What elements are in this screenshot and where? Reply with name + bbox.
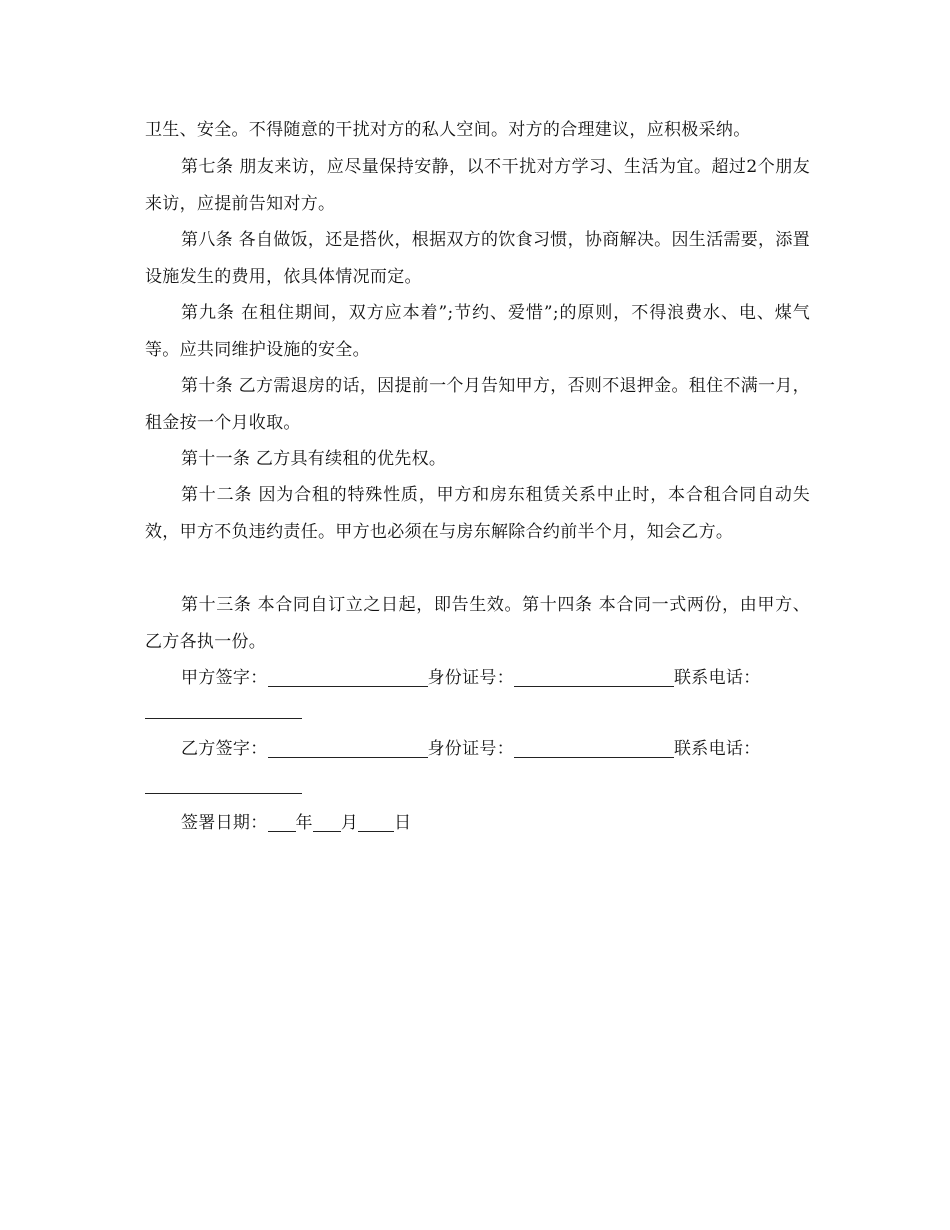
party-b-sign-label: 乙方签字：: [181, 739, 268, 759]
party-a-id-blank[interactable]: [514, 664, 674, 687]
day-blank[interactable]: [358, 809, 394, 832]
party-a-sign-label: 甲方签字：: [181, 668, 268, 688]
party-b-sign-blank[interactable]: [268, 735, 428, 758]
clause-9: 第九条 在租住期间，双方应本着”;节约、爱惜”;的原则，不得浪费水、电、煤气等。应共同维护设施的安全。: [145, 303, 810, 360]
clause-8: 第八条 各自做饭，还是搭伙，根据双方的饮食习惯，协商解决。因生活需要，添置设施发生的费用，依具体情况而定。: [145, 230, 810, 287]
day-unit: 日: [394, 813, 412, 833]
clause-10: 第十条 乙方需退房的话，因提前一个月告知甲方，否则不退押金。租住不满一月，租金按一个月收取。: [145, 376, 810, 433]
signing-date-line: [181, 805, 411, 842]
clause-text-continuation: 卫生、安全。不得随意的干扰对方的私人空间。对方的合理建议，应积极采纳。: [145, 120, 751, 140]
party-a-phone-label: 联系电话：: [674, 668, 761, 688]
party-b-signature-line: [181, 731, 761, 768]
party-b-id-blank[interactable]: [514, 735, 674, 758]
party-b-id-label: 身份证号：: [427, 739, 514, 759]
clause-7: 第七条 朋友来访，应尽量保持安静，以不干扰对方学习、生活为宜。超过2个朋友来访，应提前告知对方。: [145, 157, 810, 214]
clause-12: 第十二条 因为合租的特殊性质，甲方和房东租赁关系中止时，本合租合同自动失效，甲方不负违约责任。甲方也必须在与房东解除合约前半个月，知会乙方。: [145, 485, 810, 542]
party-a-signature-line: [181, 660, 761, 697]
party-b-phone-label: 联系电话：: [674, 739, 761, 759]
month-blank[interactable]: [313, 809, 341, 832]
year-blank[interactable]: [268, 809, 296, 832]
party-b-phone-blank[interactable]: [145, 793, 302, 794]
party-a-sign-blank[interactable]: [268, 664, 428, 687]
party-a-id-label: 身份证号：: [427, 668, 514, 688]
clause-11: 第十一条 乙方具有续租的优先权。: [181, 449, 447, 469]
date-label: 签署日期：: [181, 813, 268, 833]
clause-13-14: 第十三条 本合同自订立之日起，即告生效。第十四条 本合同一式两份，由甲方、乙方各执一份。: [145, 595, 810, 652]
month-unit: 月: [340, 813, 359, 833]
party-a-phone-blank[interactable]: [145, 718, 302, 719]
year-unit: 年: [295, 813, 313, 833]
